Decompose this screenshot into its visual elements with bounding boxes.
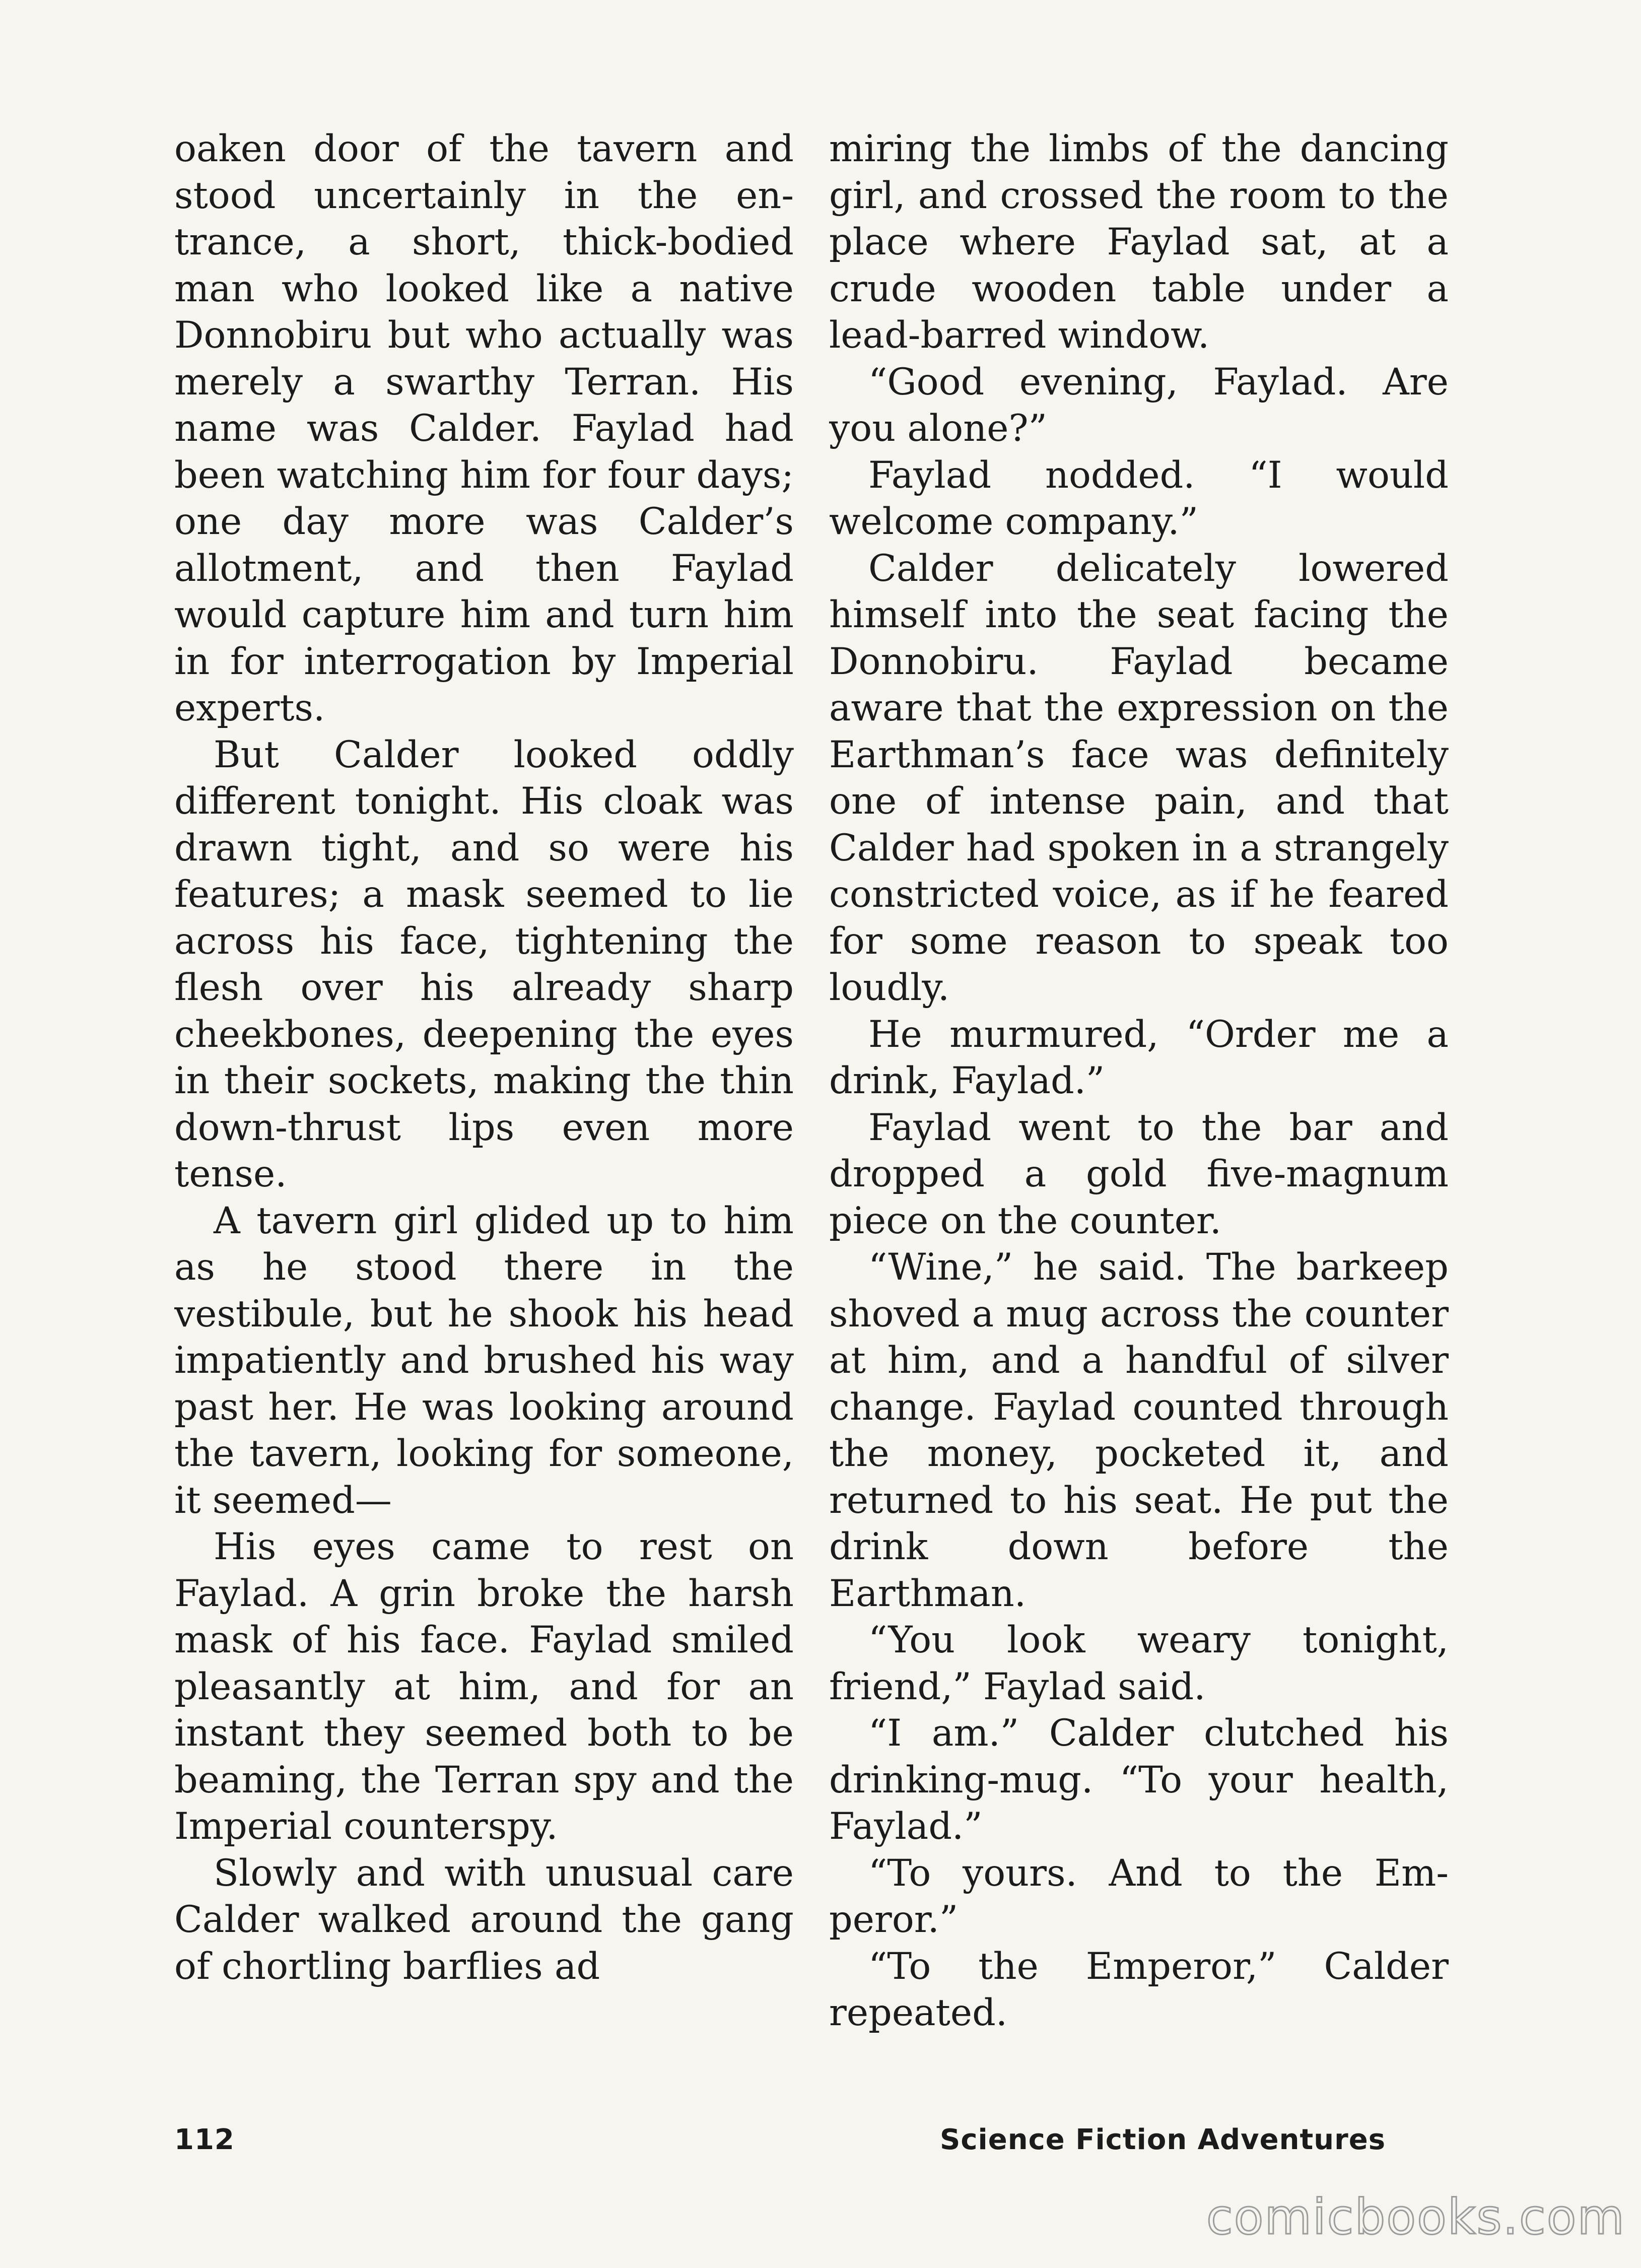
paragraph: “Good evening, Faylad. Are you alone?” [829, 360, 1449, 450]
paragraph: A tavern girl glided up to him as he stood there in the vestibule, but he shook his head impatiently and brushed his way past her. He was looking around the tavern, looking for someone, it seemed— [174, 1199, 794, 1522]
watermark: comicbooks.com [1206, 2189, 1626, 2245]
paragraph: His eyes came to rest on Faylad. A grin broke the harsh mask of his face. Faylad smiled pleasantly at him, and for an instant they seemed both to be beaming, the Terran spy and the Imperial counterspy. [174, 1525, 794, 1848]
paragraph: “You look weary tonight, friend,” Faylad said. [829, 1619, 1449, 1708]
left-column [174, 126, 794, 2076]
running-footer: Science Fiction Adventures [940, 2123, 1386, 2156]
paragraph: Calder delicately lowered himself into the seat facing the Donnobiru. Faylad became aware that the expression on the Earthman’s face was definitely one of intense pain, and that Calder had spoken in a strangely constricted voice, as if he feared for some reason to speak too loudly. [829, 547, 1449, 1009]
paragraph: miring the limbs of the dancing girl, and crossed the room to the place where Faylad sat, at a crude wooden table under a lead-barred window. [829, 127, 1449, 357]
paragraph: Faylad went to the bar and dropped a gold five-magnum piece on the counter. [829, 1106, 1449, 1242]
paragraph: But Calder looked oddly different tonight. His cloak was drawn tight, and so were his features; a mask seemed to lie across his face, tightening the flesh over his already sharp cheekbones, deepening the eyes in their sockets, making the thin down-thrust lips even more tense. [174, 733, 794, 1195]
paragraph: “I am.” Calder clutched his drinking-mug. “To your health, Faylad.” [829, 1712, 1449, 1848]
paragraph: Slowly and with unusual care Calder walked around the gang of chortling barflies ad [174, 1851, 794, 1988]
paragraph: “To yours. And to the Emperor.” [829, 1851, 1449, 1941]
page-number: 112 [174, 2123, 235, 2156]
right-column [829, 126, 1449, 2076]
paragraph: Faylad nodded. “I would welcome company.” [829, 453, 1449, 543]
paragraph: oaken door of the tavern and stood uncertainly in the entrance, a short, thick-bodied man who looked like a native Donnobiru but who actually was merely a swarthy Terran. His name was Calder. Faylad had been watching him for four days; one day more was Calder’s allotment, and then Faylad would capture him and turn him in for interrogation by Imperial experts. [174, 127, 794, 729]
paragraph: He murmured, “Order me a drink, Faylad.” [829, 1013, 1449, 1102]
paragraph: “Wine,” he said. The barkeep shoved a mug across the counter at him, and a handful of silver change. Faylad counted through the money, pocketed it, and returned to his seat. He put the drink down before the Earthman. [829, 1246, 1449, 1615]
paragraph: “To the Emperor,” Calder repeated. [829, 1945, 1449, 2034]
